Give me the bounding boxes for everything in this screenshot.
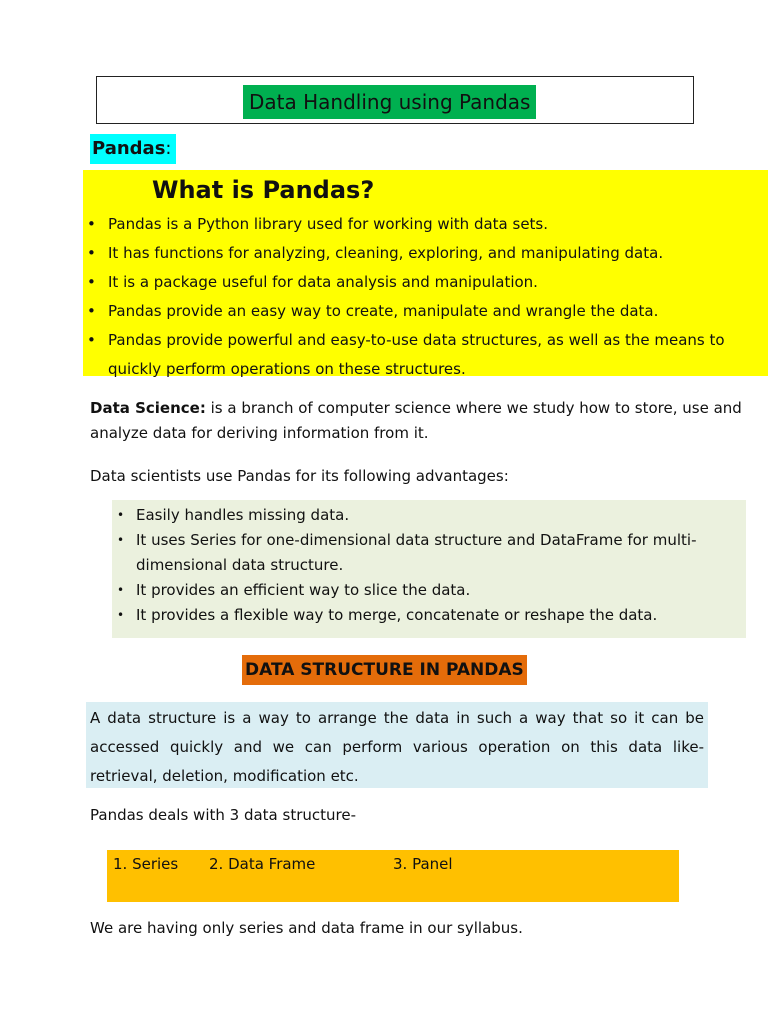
advantages-list <box>112 500 746 628</box>
title-box <box>96 76 694 124</box>
list-item: • It is a package useful for data analysis and manipulation. <box>83 268 763 297</box>
structure-item-data-frame: 2. Data Frame <box>209 855 316 873</box>
what-is-pandas-list <box>83 210 763 384</box>
list-item: • It provides a flexible way to merge, concatenate or reshape the data. <box>112 603 746 628</box>
data-science-definition: is a branch of computer science where we study how to store, use and analyze data for deriving information from it. <box>90 399 742 442</box>
pandas-label-text: Pandas <box>92 138 166 159</box>
structures-box <box>107 850 679 902</box>
list-item: • Easily handles missing data. <box>112 503 746 528</box>
deals-with-text: Pandas deals with 3 data structure- <box>90 806 357 824</box>
advantages-intro: Data scientists use Pandas for its following advantages: <box>90 467 509 485</box>
list-item: • It has functions for analyzing, cleaning, exploring, and manipulating data. <box>83 239 763 268</box>
list-item: • It uses Series for one-dimensional data structure and DataFrame for multi-dimensional data structure. <box>112 528 746 578</box>
what-is-pandas-heading: What is Pandas? <box>152 176 375 204</box>
data-structure-heading: DATA STRUCTURE IN PANDAS <box>242 655 527 685</box>
page-title: Data Handling using Pandas <box>243 85 536 119</box>
advantages-box <box>112 500 746 638</box>
data-science-term: Data Science: <box>90 399 206 417</box>
list-item: • It provides an efficient way to slice the data. <box>112 578 746 603</box>
list-item: • Pandas provide powerful and easy-to-use data structures, as well as the means to quickly perform operations on these structures. <box>83 326 763 384</box>
pandas-label <box>90 134 176 164</box>
structure-item-panel: 3. Panel <box>393 855 453 873</box>
structure-item-series: 1. Series <box>113 855 179 873</box>
pandas-label-colon: : <box>165 138 172 159</box>
what-is-pandas-section <box>83 170 768 376</box>
data-structure-definition-box <box>86 702 708 788</box>
list-item: • Pandas is a Python library used for working with data sets. <box>83 210 763 239</box>
syllabus-note: We are having only series and data frame in our syllabus. <box>90 919 523 937</box>
list-item: • Pandas provide an easy way to create, manipulate and wrangle the data. <box>83 297 763 326</box>
data-science-paragraph <box>90 396 762 446</box>
data-structure-definition: A data structure is a way to arrange the data in such a way that so it can be accessed quickly and we can perform various operation on this data like- retrieval, deletion, modification etc. <box>90 709 704 785</box>
